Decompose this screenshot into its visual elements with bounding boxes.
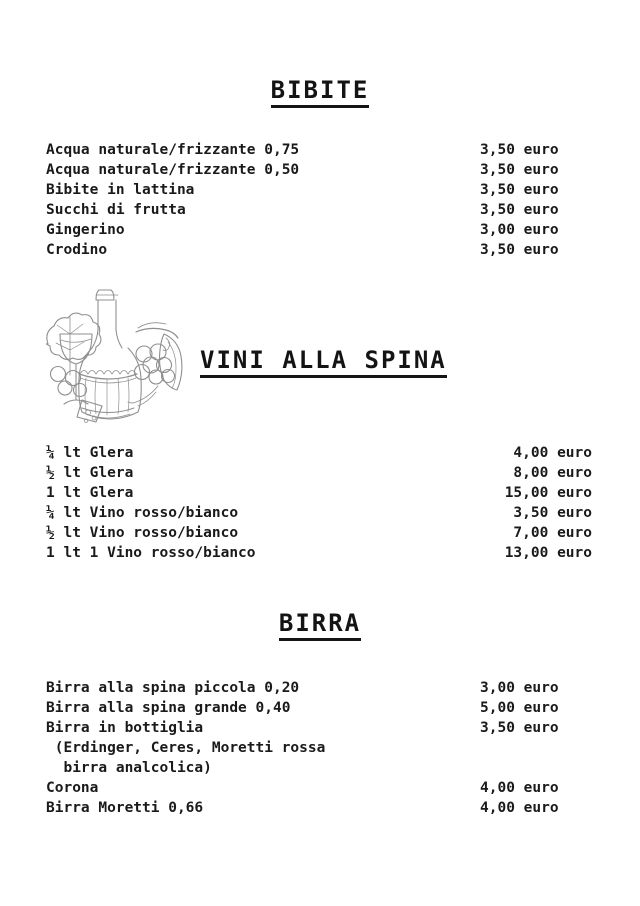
menu-item-name: ½ lt Glera [46,465,134,481]
menu-item-price: 3,50 euro [480,720,559,736]
menu-item-row [46,180,594,200]
menu-item-row [46,698,594,718]
section-heading-birra-label: BIRRA [279,611,361,641]
menu-item-row [46,443,594,463]
wine-still-life-illustration [28,282,188,424]
menu-item-row [46,140,594,160]
menu-item-row [46,483,594,503]
menu-item-price: 3,50 euro [513,505,592,521]
menu-item-price: 3,50 euro [480,242,559,258]
menu-item-price: 7,00 euro [513,525,592,541]
menu-item-row [46,160,594,180]
menu-item-note-row [46,758,594,778]
menu-item-price: 3,50 euro [480,202,559,218]
menu-item-price: 4,00 euro [480,800,559,816]
menu-item-name: Birra in bottiglia [46,720,204,736]
menu-item-price: 3,50 euro [480,182,559,198]
menu-item-name: ¼ lt Vino rosso/bianco [46,505,239,521]
menu-item-name: Succhi di frutta [46,202,186,218]
menu-item-row [46,798,594,818]
menu-item-name: Acqua naturale/frizzante 0,50 [46,162,300,178]
menu-item-name: 1 lt Glera [46,485,134,501]
menu-item-price: 15,00 euro [504,485,592,501]
section-heading-vini-alla-spina [200,348,500,378]
menu-item-price: 3,00 euro [480,680,559,696]
menu-item-price: 8,00 euro [513,465,592,481]
price-list-birra [46,678,594,818]
price-list-bibite [46,140,594,260]
menu-item-row [46,718,594,738]
menu-item-price: 4,00 euro [480,780,559,796]
menu-item-name: Corona [46,780,99,796]
menu-item-row [46,678,594,698]
menu-item-row [46,200,594,220]
menu-item-price: 3,50 euro [480,142,559,158]
menu-item-note-row [46,738,594,758]
menu-item-name: ½ lt Vino rosso/bianco [46,525,239,541]
section-heading-bibite [0,78,640,108]
menu-item-price: 4,00 euro [513,445,592,461]
section-heading-bibite-label: BIBITE [271,78,370,108]
menu-item-name: Gingerino [46,222,125,238]
menu-item-note: birra analcolica) [46,760,212,776]
menu-item-price: 5,00 euro [480,700,559,716]
menu-item-row [46,220,594,240]
menu-item-note: (Erdinger, Ceres, Moretti rossa [46,740,326,756]
menu-item-price: 3,00 euro [480,222,559,238]
price-list-vini-alla-spina [46,443,594,563]
menu-item-name: 1 lt 1 Vino rosso/bianco [46,545,256,561]
menu-item-name: Bibite in lattina [46,182,195,198]
menu-item-row [46,778,594,798]
menu-item-name: Acqua naturale/frizzante 0,75 [46,142,300,158]
menu-item-name: Birra alla spina piccola 0,20 [46,680,300,696]
menu-item-row [46,543,594,563]
menu-item-row [46,463,594,483]
menu-item-name: Birra Moretti 0,66 [46,800,204,816]
menu-item-row [46,523,594,543]
menu-item-name: ¼ lt Glera [46,445,134,461]
menu-item-row [46,503,594,523]
menu-item-name: Crodino [46,242,108,258]
menu-item-price: 3,50 euro [480,162,559,178]
menu-item-row [46,240,594,260]
section-heading-birra [0,611,640,641]
section-heading-vini-alla-spina-label: VINI ALLA SPINA [200,348,447,378]
menu-item-price: 13,00 euro [504,545,592,561]
menu-item-name: Birra alla spina grande 0,40 [46,700,291,716]
